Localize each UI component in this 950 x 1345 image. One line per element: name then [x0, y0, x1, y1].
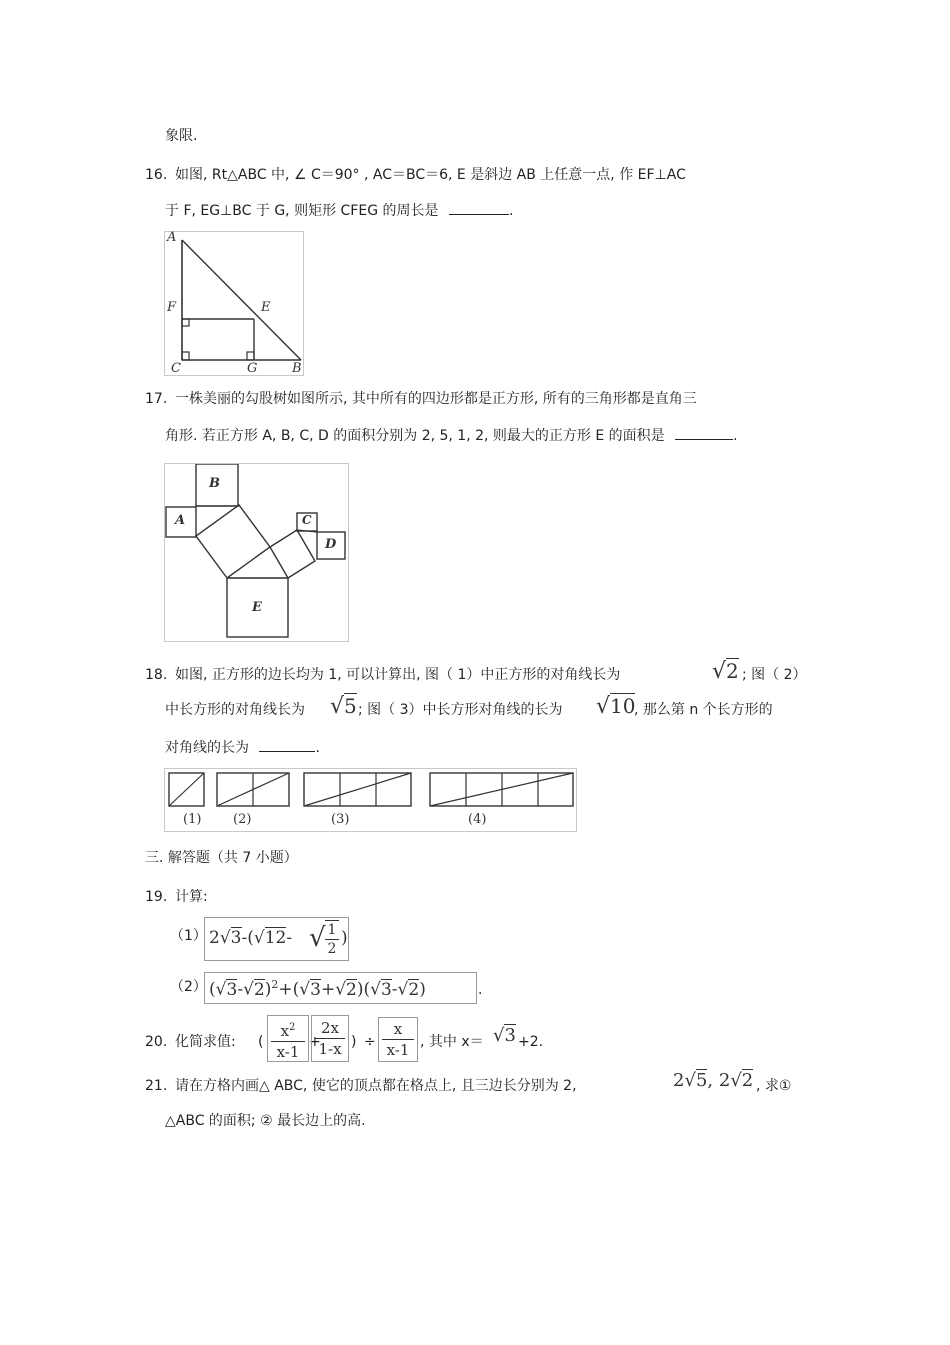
expr2-r4: 2	[346, 979, 357, 1000]
q21-coef1: 2	[673, 1070, 685, 1091]
q19-title: 计算:	[175, 889, 208, 905]
q18-line3	[165, 737, 320, 758]
expr2-minus2: -	[391, 979, 398, 1000]
q16-triangle-diagram	[165, 232, 305, 377]
expr2-r1: 3	[226, 979, 238, 1000]
expr1-frac-den: 2	[325, 939, 339, 958]
q20-fraction-1	[267, 1015, 309, 1062]
q20-plus: +	[309, 1034, 321, 1050]
q18-line2c: , 那么第 n 个长方形的	[634, 702, 773, 718]
f1-exp: 2	[289, 1022, 296, 1033]
q21-root2: 2	[741, 1070, 754, 1091]
q16-line2	[165, 200, 513, 221]
expr1-close: )	[341, 928, 348, 948]
q19-end: .	[478, 982, 483, 998]
q21-number: 21.	[145, 1078, 168, 1094]
f3-num: x	[393, 1020, 403, 1038]
q20-number: 20.	[145, 1034, 168, 1050]
expr2-r6: 2	[408, 979, 420, 1000]
q21-line1b: , 求①	[756, 1078, 792, 1094]
expr2-r5: 3	[380, 979, 392, 1000]
q17-answer-blank	[675, 425, 733, 440]
label-G: G	[247, 361, 258, 376]
q21-line1a: 请在方格内画△ ABC, 使它的顶点都在格点上, 且三边长分别为 2,	[175, 1078, 577, 1094]
q16-end: .	[508, 203, 514, 219]
q21-coef2: 2	[718, 1070, 731, 1091]
tree-label-C: C	[302, 513, 312, 527]
expr2-r2: 2	[253, 979, 265, 1000]
q20-fraction-3	[378, 1017, 418, 1062]
q20-fraction-2	[311, 1015, 349, 1062]
q19-number: 19.	[145, 889, 168, 905]
label-F: F	[167, 300, 177, 315]
q18-sqrt5: √5	[330, 694, 357, 719]
q18-answer-blank	[259, 737, 315, 752]
label-A: A	[167, 230, 177, 245]
q18-line1a: 如图, 正方形的边长均为 1, 可以计算出, 图（ 1）中正方形的对角线长为	[175, 667, 621, 683]
caption-3: (3)	[331, 812, 350, 827]
f3-den: x-1	[382, 1039, 414, 1060]
q16-number: 16.	[145, 167, 168, 183]
expr2-close3: )	[419, 979, 426, 1000]
tree-label-E: E	[252, 600, 262, 615]
f2-num: 2x	[320, 1019, 339, 1037]
q18-figure	[164, 768, 577, 832]
f1-num: x	[280, 1022, 290, 1040]
expr1-coef: 2	[209, 928, 220, 948]
label-C: C	[171, 361, 181, 376]
q18-line2a: 中长方形的对角线长为	[165, 702, 305, 718]
q18-sqrt5-radicand: 5	[344, 694, 357, 718]
tree-label-B: B	[209, 476, 220, 491]
expr2-plus: +(	[278, 979, 300, 1000]
f1-den: x-1	[271, 1041, 305, 1062]
q21-line2: △ABC 的面积; ② 最长边上的高.	[165, 1113, 366, 1129]
q18-line1b: ; 图（ 2）	[742, 667, 807, 683]
expr1-minus2: -	[286, 928, 293, 948]
q17-line2	[165, 425, 738, 446]
expr1-root2: 12	[264, 928, 287, 948]
q20-divide: ÷	[364, 1034, 376, 1050]
q17-end: .	[733, 428, 738, 444]
q18-sqrt10: √10	[596, 694, 636, 719]
q18-number: 18.	[145, 667, 168, 683]
q20-sqrt3: √3	[493, 1025, 516, 1046]
q19-expression-1: 2√3-(√12- √ $\frac{1}{2}$ )	[204, 917, 349, 961]
section-heading: 三. 解答题（共 7 小题）	[145, 850, 298, 866]
caption-2: (2)	[233, 812, 252, 827]
q18-end: .	[315, 740, 320, 756]
q15-tail: 象限.	[165, 128, 198, 144]
expr2-minus: -	[237, 979, 244, 1000]
tree-label-A: A	[175, 513, 186, 528]
expr1-root1: 3	[230, 928, 242, 948]
expr2-plus2: +	[320, 979, 336, 1000]
q17-line2-text: 角形. 若正方形 A, B, C, D 的面积分别为 2, 5, 1, 2, 则最大的正方形 E 的面积是	[165, 428, 665, 444]
label-B: B	[292, 361, 302, 376]
q16-answer-blank	[449, 200, 509, 215]
expr1-minus: -(	[241, 928, 254, 948]
q18-line2b: ; 图（ 3）中长方形对角线的长为	[358, 702, 563, 718]
q17-pythagoras-tree	[165, 464, 350, 643]
expr2-open1: (	[209, 979, 216, 1000]
q19-part2-label: （2）	[170, 979, 207, 995]
q19-expression-2: $(√3-√2)^2+(√3+√2)(√3-√2)$	[204, 972, 477, 1004]
q17-line1: 一株美丽的勾股树如图所示, 其中所有的四边形都是正方形, 所有的三角形都是直角三	[175, 391, 697, 407]
expr2-close2: )(	[356, 979, 371, 1000]
q20-sqrt3-radicand: 3	[504, 1025, 516, 1046]
q17-number: 17.	[145, 391, 168, 407]
q21-root1: 5	[695, 1070, 708, 1091]
q18-rectangles-diagram	[165, 769, 578, 833]
q16-line2-text: 于 F, EG⊥BC 于 G, 则矩形 CFEG 的周长是	[165, 203, 439, 219]
q21-sep: ,	[707, 1070, 714, 1091]
q16-line1: 如图, Rt△ABC 中, ∠ C＝90° , AC＝BC＝6, E 是斜边 AB 上任意一点, 作 EF⊥AC	[175, 167, 686, 183]
expr1-frac-num: 1	[327, 922, 337, 938]
expr2-exponent: 2	[271, 978, 279, 991]
q17-figure	[164, 463, 349, 642]
expr2-close1: )	[264, 979, 272, 1000]
q20-text1: 化简求值:	[175, 1034, 236, 1050]
q20-close: )	[351, 1034, 357, 1050]
tree-label-D: D	[325, 537, 337, 552]
q21-radicals: 2√5, 2√2	[673, 1070, 754, 1091]
caption-4: (4)	[468, 812, 487, 827]
q16-figure	[164, 231, 304, 376]
q18-sqrt2-radicand: 2	[726, 659, 739, 683]
q20-open: (	[258, 1034, 264, 1050]
q20-text3: +2.	[518, 1034, 544, 1050]
q19-part1-label: （1）	[170, 928, 207, 944]
q18-sqrt10-radicand: 10	[610, 694, 636, 718]
q20-text2: , 其中 x＝	[420, 1034, 484, 1050]
caption-1: (1)	[183, 812, 202, 827]
q18-sqrt2: √2	[712, 659, 739, 684]
expr2-r3: 3	[310, 979, 321, 1000]
f2-den: 1-x	[315, 1038, 345, 1059]
q18-line3-text: 对角线的长为	[165, 740, 249, 756]
label-E: E	[261, 300, 271, 315]
